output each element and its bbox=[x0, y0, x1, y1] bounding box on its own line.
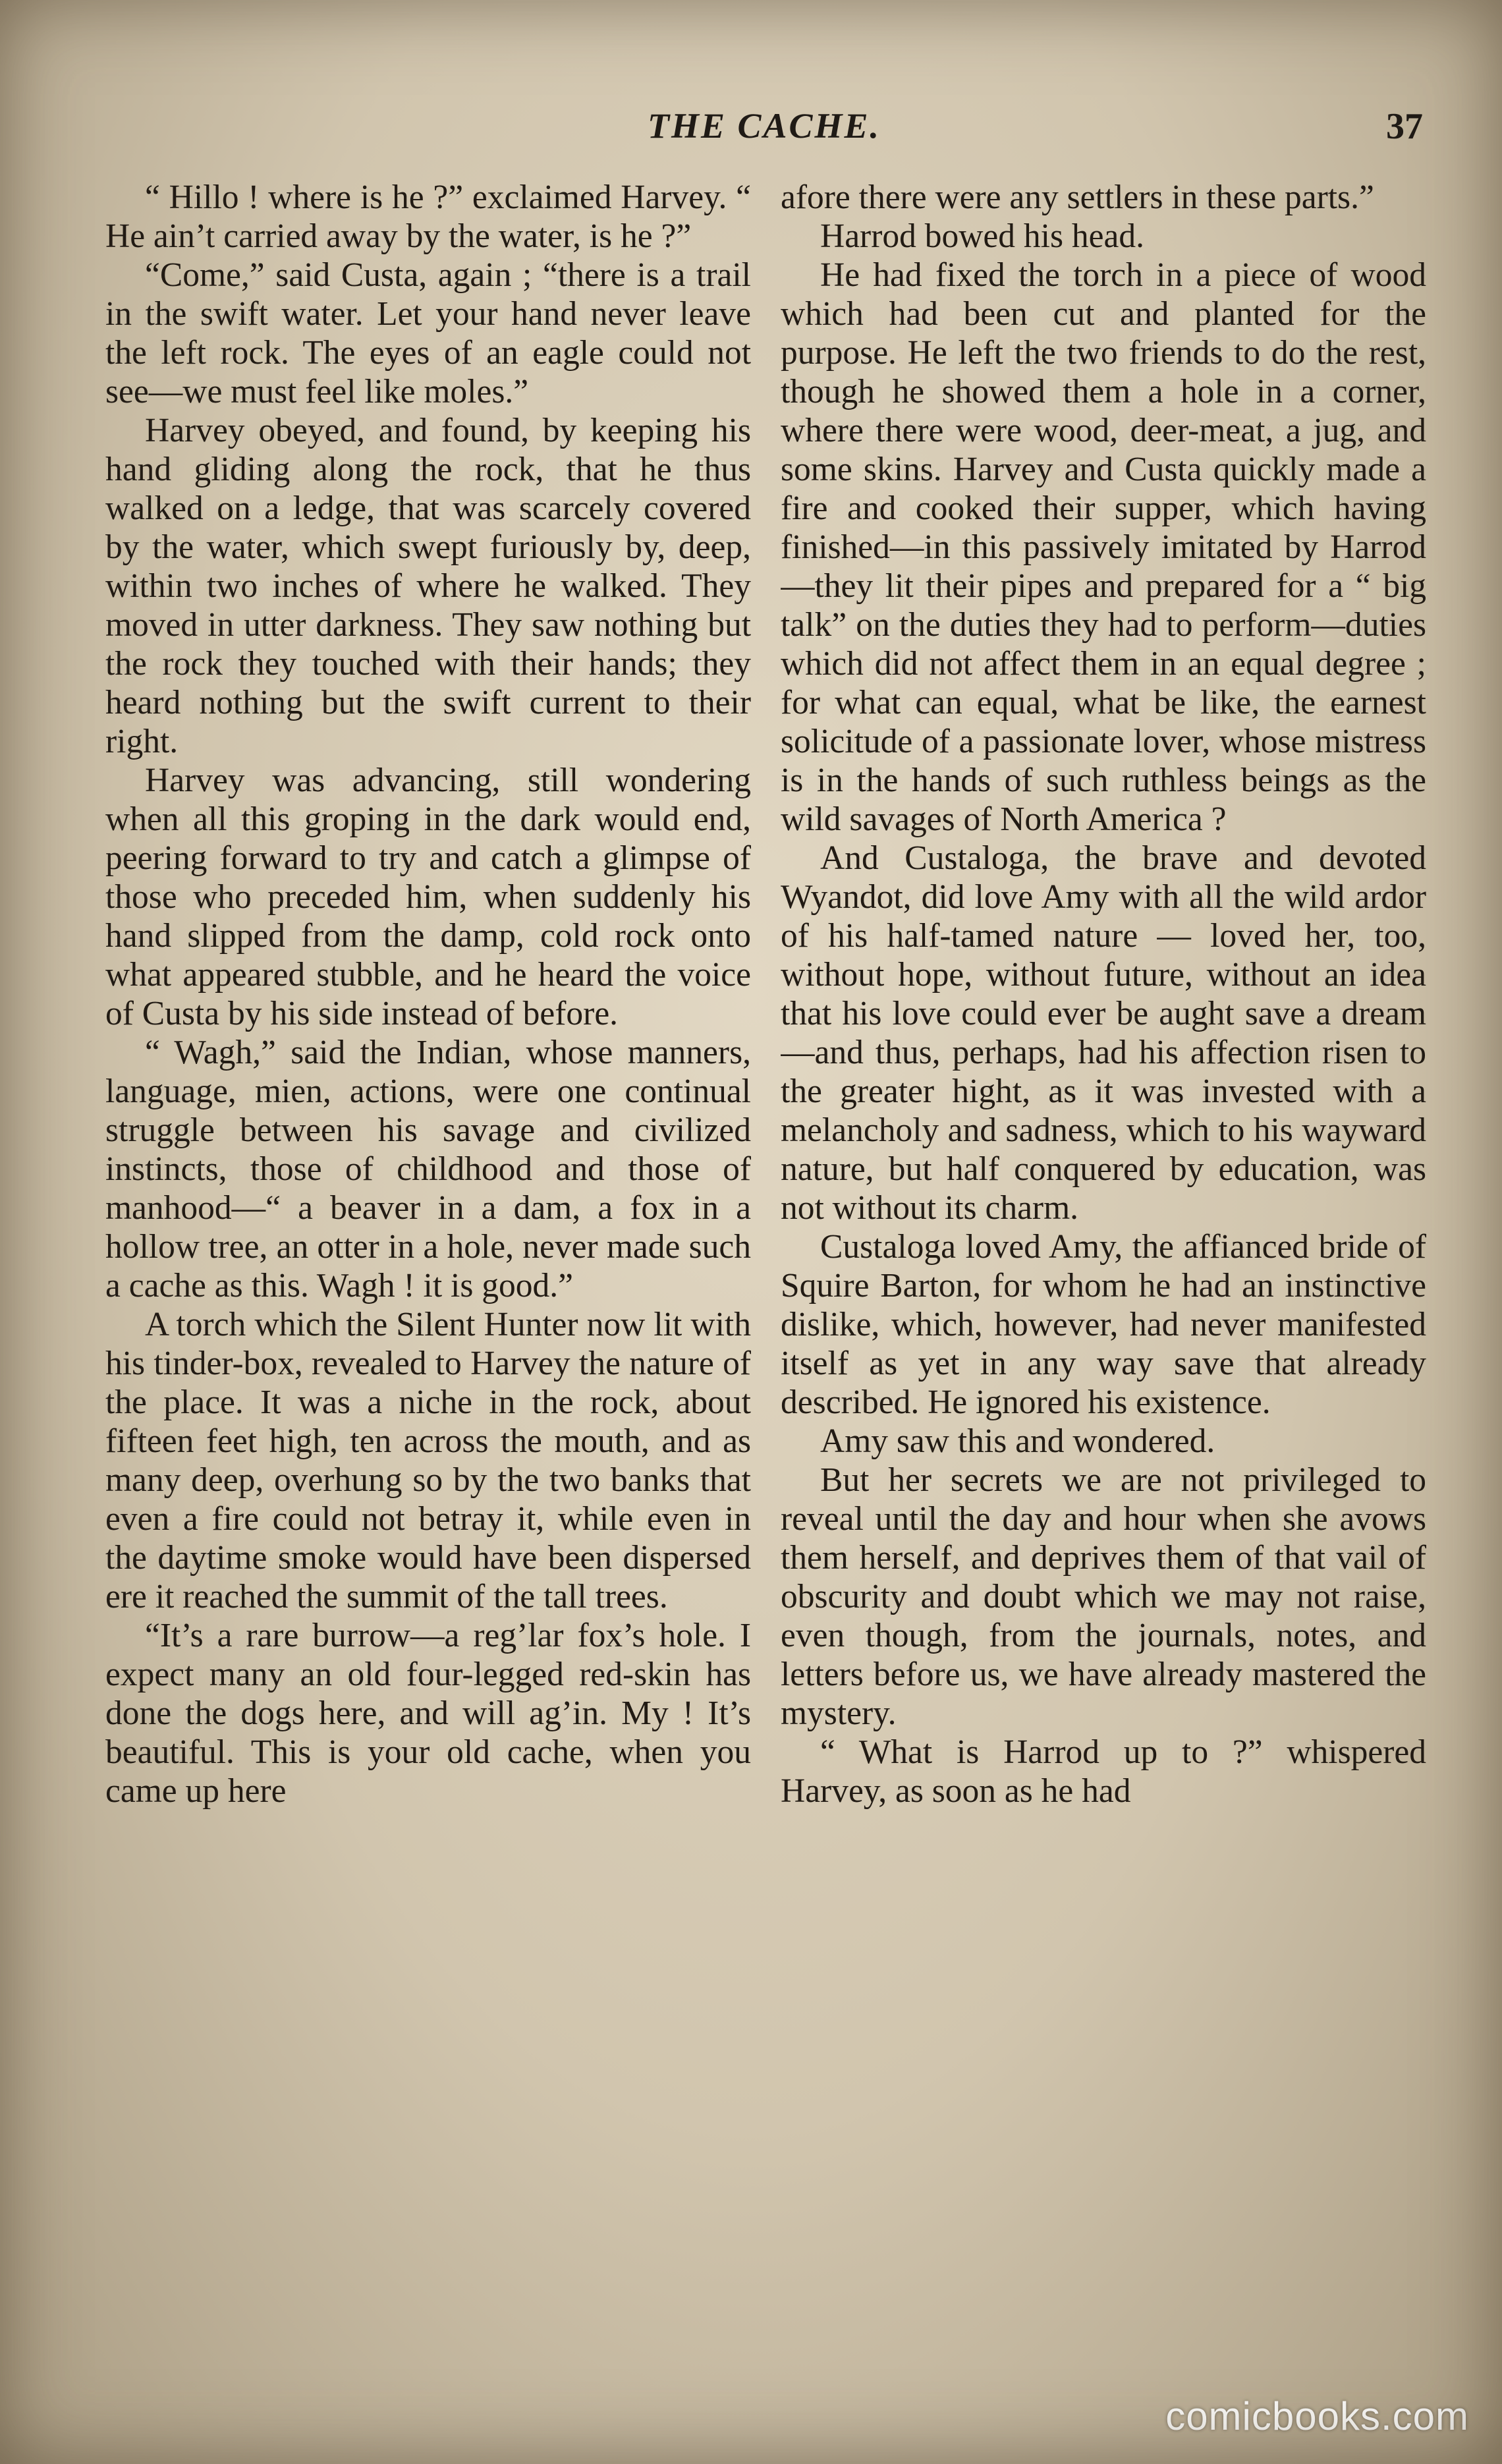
running-title: THE CACHE. bbox=[647, 106, 881, 146]
left-column bbox=[105, 178, 751, 2372]
paragraph: But her secrets we are not privileged to reveal until the day and hour when she avows them herself, and deprives them of that vail of obscurity and doubt which we may not raise, even though, from the journals, notes, and letters before us, we have already mastered the mystery. bbox=[781, 1461, 1426, 1732]
site-watermark: comicbooks.com bbox=[1165, 2394, 1469, 2438]
paragraph: Harvey was advancing, still wondering when all this groping in the dark would end, peering forward to try and catch a glimpse of those who preceded him, when suddenly his hand slipped from the damp, cold rock onto what appeared stubble, and he heard the voice of Custa by his side instead of before. bbox=[105, 762, 751, 1032]
paragraph: “ What is Harrod up to ?” whispered Harvey, as soon as he had bbox=[781, 1733, 1426, 1810]
paragraph: “It’s a rare burrow—a reg’lar fox’s hole. I expect many an old four-legged red-skin has done the dogs here, and will ag’in. My ! It’s beautiful. This is your old cache, when you came up here bbox=[105, 1617, 751, 1810]
page-header bbox=[105, 105, 1423, 165]
paragraph: “ Hillo ! where is he ?” exclaimed Harvey. “ He ain’t carried away by the water, is he ?” bbox=[105, 179, 751, 255]
paragraph: Custaloga loved Amy, the affianced bride of Squire Barton, for whom he had an instinctive dislike, which, however, had never manifested itself as yet in any way save that already described. He ignored his existence. bbox=[781, 1228, 1426, 1421]
paragraph: Harvey obeyed, and found, by keeping his hand gliding along the rock, that he thus walked on a ledge, that was scarcely covered by the water, which swept furiously by, deep, within two inches of where he walked. They moved in utter darkness. They saw nothing but the rock they touched with their hands; they heard nothing but the swift current to their right. bbox=[105, 412, 751, 760]
paragraph: He had fixed the torch in a piece of wood which had been cut and planted for the purpose. He left the two friends to do the rest, though he showed them a hole in a corner, where there were wood, deer-meat, a jug, and some skins. Harvey and Custa quickly made a fire and cooked their supper, which having finished—in this passively imitated by Harrod—they lit their pipes and prepared for a “ big talk” on the duties they had to perform—duties which did not affect them in an equal degree ; for what can equal, what be like, the earnest solicitude of a passionate lover, whose mistress is in the hands of such ruthless beings as the wild savages of North America ? bbox=[781, 256, 1426, 838]
paragraph: Amy saw this and wondered. bbox=[820, 1422, 1215, 1460]
paragraph: And Custaloga, the brave and devoted Wyandot, did love Amy with all the wild ardor of his half-tamed nature — loved her, too, without hope, without future, without an idea that his love could ever be aught save a dream—and thus, perhaps, had his affection risen to the greater hight, as it was invested with a melancholy and sadness, which to his wayward nature, but half conquered by education, was not without its charm. bbox=[781, 839, 1426, 1227]
paragraph: Harrod bowed his head. bbox=[820, 217, 1144, 255]
paragraph: A torch which the Silent Hunter now lit with his tinder-box, revealed to Harvey the nature of the place. It was a niche in the rock, about fifteen feet high, ten across the mouth, and as many deep, overhung so by the two banks that even a fire could not betray it, while even in the daytime smoke would have been dispersed ere it reached the summit of the tall trees. bbox=[105, 1306, 751, 1615]
right-column bbox=[781, 178, 1426, 2372]
page-number: 37 bbox=[1386, 106, 1423, 147]
paragraph: “Come,” said Custa, again ; “there is a trail in the swift water. Let your hand never leave the left rock. The eyes of an eagle could not see—we must feel like moles.” bbox=[105, 256, 751, 410]
continued-paragraph: afore there were any settlers in these parts.” bbox=[781, 179, 1374, 216]
paragraph: “ Wagh,” said the Indian, whose manners, language, mien, actions, were one continual struggle between his savage and civilized instincts, those of childhood and those of manhood—“ a beaver in a dam, a fox in a hollow tree, an otter in a hole, never made such a cache as this. Wagh ! it is good.” bbox=[105, 1034, 751, 1304]
